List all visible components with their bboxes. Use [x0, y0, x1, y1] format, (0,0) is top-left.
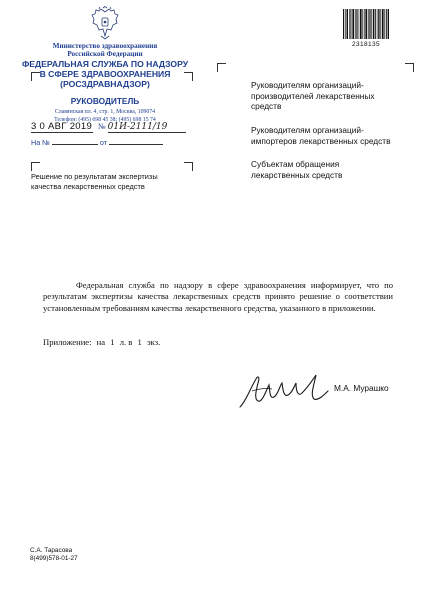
handwritten-signature	[236, 371, 331, 409]
from-label: от	[99, 138, 108, 147]
attachment-pages: 1	[110, 337, 115, 347]
subject-fold-mark	[31, 162, 40, 171]
address-line: Славянская пл. 4, стр. 1, Москва, 109074	[54, 109, 156, 115]
signer-name: М.А. Мурашко	[334, 383, 389, 393]
addressee-line: лекарственных средств	[251, 169, 343, 180]
role-title: РУКОВОДИТЕЛЬ	[70, 96, 140, 106]
attachment-copies: 1	[137, 337, 142, 347]
addressee-line: Субъектам обращения	[251, 159, 340, 169]
ministry-line: Российской Федерации	[67, 50, 143, 58]
letter-body	[43, 280, 393, 314]
attachment-prefix: на	[96, 337, 106, 347]
registration-number-field	[108, 122, 186, 133]
agency-line: ФЕДЕРАЛЬНАЯ СЛУЖБА ПО НАДЗОРУ	[21, 59, 189, 69]
ref-date-field	[109, 144, 163, 145]
coat-of-arms-icon	[90, 6, 120, 40]
address-line: Телефон: (495) 698 45 38; (495) 698 15 74	[54, 116, 156, 123]
addressee-subjects	[251, 159, 411, 180]
addressee-line: импортеров лекарственных средств	[251, 135, 391, 146]
ministry-name	[20, 42, 190, 58]
barcode-number: 2318135	[351, 41, 381, 48]
registration-date-field	[31, 121, 93, 133]
executor-info	[30, 547, 78, 563]
left-fold-mark	[184, 72, 193, 81]
agency-line: В СФЕРЕ ЗДРАВООХРАНЕНИЯ	[39, 69, 171, 79]
registration-line	[31, 121, 191, 135]
subject-fold-mark	[184, 162, 193, 171]
attachment-suffix: экз.	[146, 337, 161, 347]
ref-number-field	[52, 144, 98, 145]
number-label: №	[98, 122, 106, 131]
registration-number: 01И-2111/19	[107, 122, 168, 132]
attachment-line	[43, 337, 163, 347]
attachment-label: Приложение:	[43, 337, 92, 347]
addressee-line: производителей лекарственных	[251, 90, 375, 101]
body-paragraph: Федеральная служба по надзору в сфере здравоохранения информирует, что по результатам экспертизы качества лекарственных средств принято решение о соответствии установленным требованиям качества лекарственного средства, указанного в приложении.	[43, 280, 393, 313]
address-fold-mark	[405, 63, 414, 72]
reference-line	[31, 138, 163, 147]
addressee-line: средств	[251, 101, 282, 111]
ref-label: На №	[31, 138, 50, 147]
addressee-producers	[251, 80, 411, 112]
addressee-line: Руководителям организаций-	[251, 125, 364, 135]
addressee-line: Руководителям организаций-	[251, 80, 364, 90]
registration-date: 3 0 АВГ 2019	[31, 121, 93, 132]
agency-name	[20, 59, 190, 89]
attachment-mid: л. в	[119, 337, 133, 347]
left-fold-mark	[31, 72, 40, 81]
subject-line: качества лекарственных средств	[31, 181, 145, 191]
agency-line: (РОСЗДРАВНАДЗОР)	[60, 79, 150, 89]
ministry-line: Министерство здравоохранения	[52, 42, 158, 50]
executor-phone: 8(499)578-01-27	[30, 555, 78, 562]
letter-subject	[31, 172, 191, 191]
address-fold-mark	[217, 63, 226, 72]
addressee-importers	[251, 125, 411, 146]
barcode-icon	[343, 9, 389, 39]
executor-name: С.А. Тарасова	[30, 547, 73, 554]
subject-line: Решение по результатам экспертизы	[31, 172, 158, 181]
